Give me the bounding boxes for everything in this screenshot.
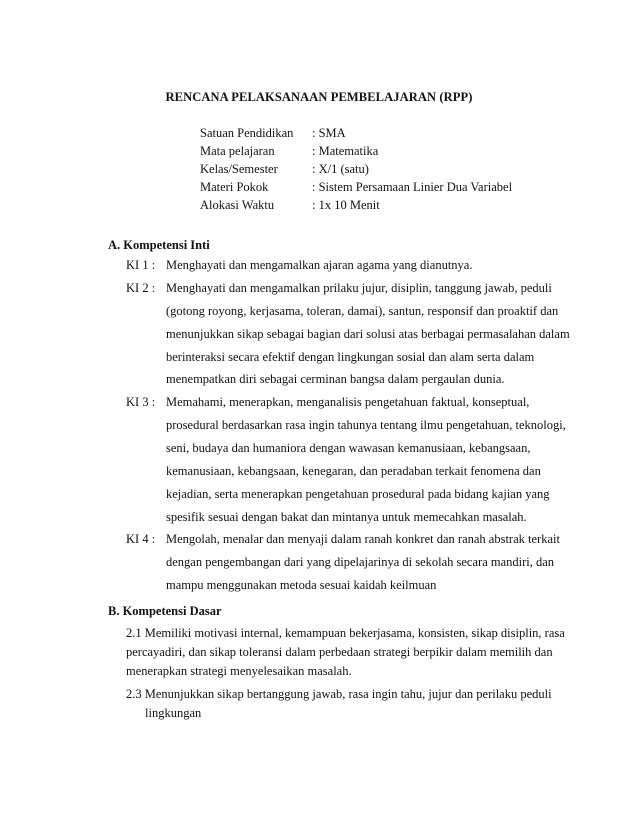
ki-line: spesifik sesuai dengan bakat dan mintanya untuk memecahkan masalah. <box>166 510 527 524</box>
ki-line: Memahami, menerapkan, menganalisis pengetahuan faktual, konseptual, <box>166 395 530 409</box>
ki-line: berinteraksi secara efektif dengan lingkungan sosial dan alam serta dalam <box>166 350 535 364</box>
info-row-kelas <box>200 160 512 178</box>
ki-line: Menghayati dan mengamalkan prilaku jujur, disiplin, tanggung jawab, peduli <box>166 281 552 295</box>
ki-1 <box>126 258 472 273</box>
kd-line: 2.3 Menunjukkan sikap bertanggung jawab, rasa ingin tahu, jujur dan perilaku peduli <box>126 687 552 701</box>
section-b-heading: B. Kompetensi Dasar <box>108 604 222 618</box>
info-label: Satuan Pendidikan <box>200 126 294 140</box>
info-value: : 1x 10 Menit <box>312 198 380 212</box>
ki-3 <box>126 395 529 410</box>
ki-line: kejadian, serta menerapkan pengetahuan prosedural pada bidang kajian yang <box>166 487 550 501</box>
ki-line: dengan pengembangan dari yang dipelajarinya di sekolah secara mandiri, dan <box>166 555 555 569</box>
info-label: Alokasi Waktu <box>200 198 275 212</box>
info-value: : Sistem Persamaan Linier Dua Variabel <box>312 180 513 194</box>
info-label: Mata pelajaran <box>200 144 275 158</box>
info-value: : X/1 (satu) <box>312 162 369 176</box>
info-row-materi <box>200 178 512 196</box>
ki-code: KI 1 : <box>126 258 156 272</box>
info-label: Materi Pokok <box>200 180 269 194</box>
ki-2 <box>126 281 552 296</box>
ki-4 <box>126 532 560 547</box>
info-row-satuan <box>200 124 512 142</box>
info-label: Kelas/Semester <box>200 162 278 176</box>
section-a-heading: A. Kompetensi Inti <box>108 238 210 252</box>
info-value: : SMA <box>312 126 346 140</box>
ki-line: prosedural berdasarkan rasa ingin tahunya tentang ilmu pengetahuan, teknologi, <box>166 418 566 432</box>
kd-line: 2.1 Memiliki motivasi internal, kemampuan bekerjasama, konsisten, sikap disiplin, rasa <box>126 626 565 640</box>
kd-line: lingkungan <box>145 706 202 720</box>
ki-line: seni, budaya dan humaniora dengan wawasan kemanusiaan, kebangsaan, <box>166 441 531 455</box>
ki-line: Menghayati dan mengamalkan ajaran agama yang dianutnya. <box>166 258 473 272</box>
ki-line: menunjukkan sikap sebagai bagian dari solusi atas berbagai permasalahan dalam <box>166 327 570 341</box>
info-value: : Matematika <box>312 144 379 158</box>
kd-line: percayadiri, dan sikap toleransi dalam perbedaan strategi berpikir dalam memilih dan <box>126 645 553 659</box>
ki-line: mampu menggunakan metoda sesuai kaidah keilmuan <box>166 578 437 592</box>
ki-code: KI 3 : <box>126 395 156 409</box>
info-row-alokasi <box>200 196 512 214</box>
ki-line: (gotong royong, kerjasama, toleran, damai), santun, responsif dan proaktif dan <box>166 304 559 318</box>
ki-code: KI 2 : <box>126 281 156 295</box>
document-title: RENCANA PELAKSANAAN PEMBELAJARAN (RPP) <box>165 90 473 104</box>
ki-code: KI 4 : <box>126 532 156 546</box>
info-row-mapel <box>200 142 512 160</box>
ki-line: Mengolah, menalar dan menyaji dalam ranah konkret dan ranah abstrak terkait <box>166 532 560 546</box>
info-table <box>200 124 512 214</box>
ki-line: kemanusiaan, kebangsaan, kenegaran, dan peradaban terkait fenomena dan <box>166 464 541 478</box>
ki-line: menempatkan diri sebagai cerminan bangsa dalam pergaulan dunia. <box>166 372 505 386</box>
kd-line: menerapkan strategi menyelesaikan masalah. <box>126 664 352 678</box>
